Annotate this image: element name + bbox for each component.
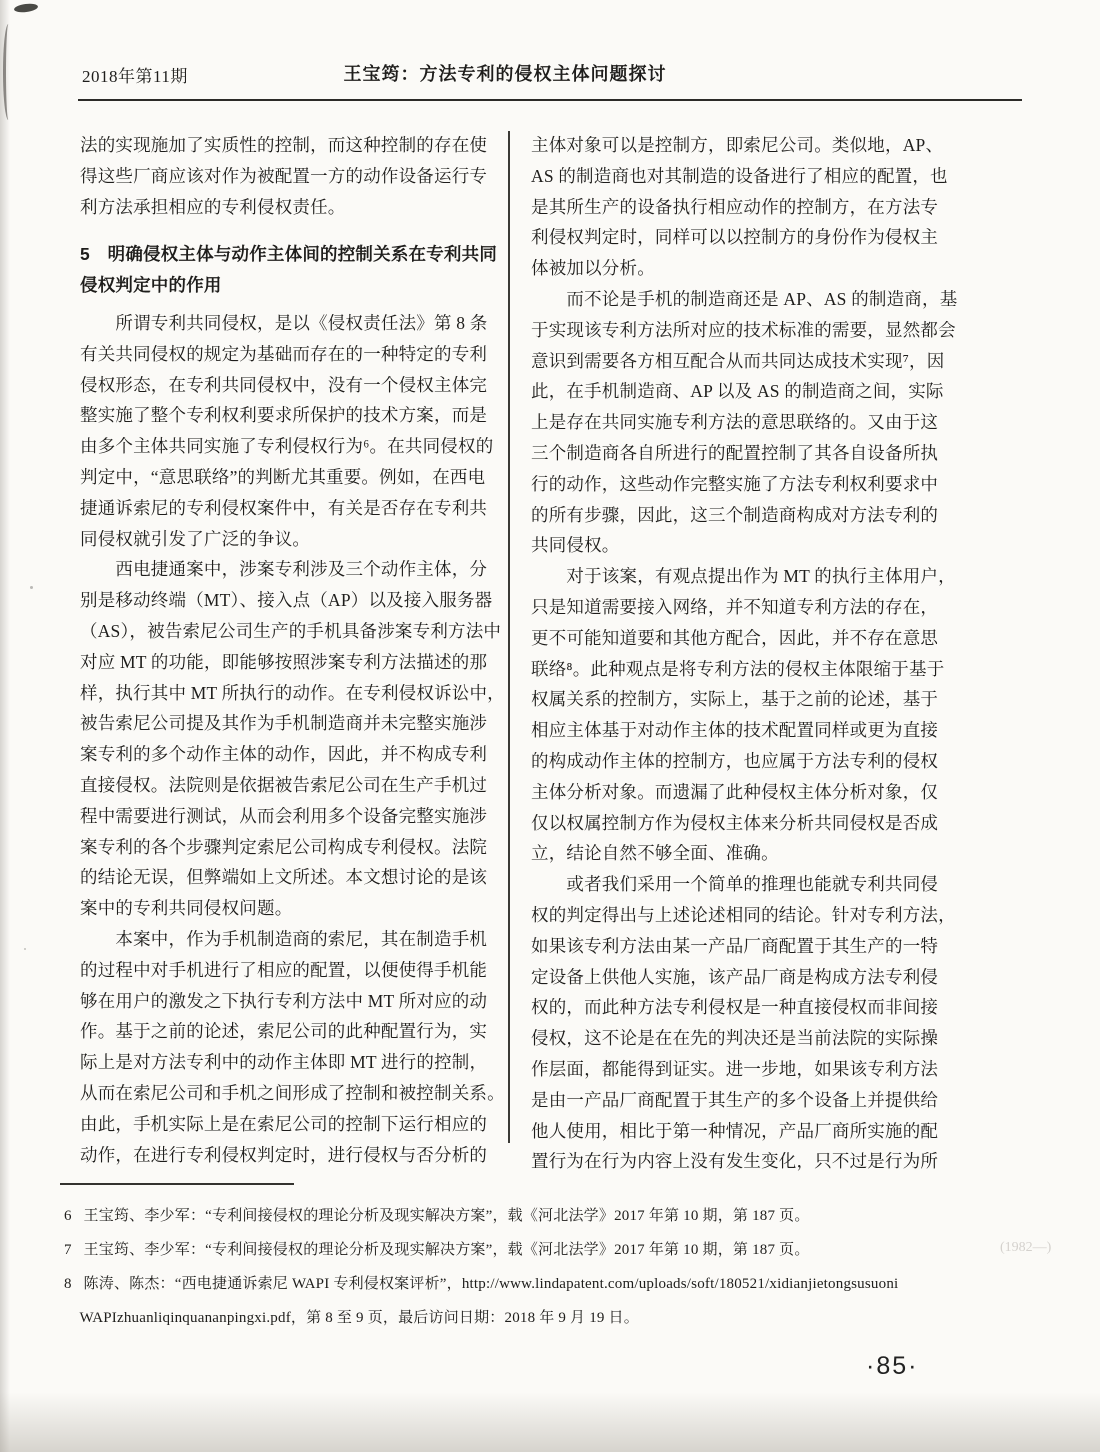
text-line: 对应 MT 的功能，即能够按照涉案专利方法描述的那 [80,651,488,672]
text-line: 本案中，作为手机制造商的索尼，其在制造手机 [80,928,488,949]
text-line: 而不论是手机的制造商还是 AP、AS 的制造商，基 [531,288,958,309]
text-line: 利方法承担相应的专利侵权责任。 [80,196,346,217]
text-line: 只是知道需要接入网络，并不知道专利方法的存在， [531,596,939,617]
text-line: 整实施了整个专利权利要求所保护的技术方案，而是 [80,405,488,426]
text-line: 5 明确侵权主体与动作主体间的控制关系在专利共同 [80,244,498,265]
scan-edge-shadow [0,0,10,1452]
text-line: 于实现该专利方法所对应的技术标准的需要，显然都会 [531,319,956,340]
text-line: 侵权形态，在专利共同侵权中，没有一个侵权主体完 [80,374,488,395]
paragraph [80,924,505,1170]
text-line: 有关共同侵权的规定为基础而存在的一种特定的专利 [80,343,488,364]
scan-speck [30,586,33,589]
text-line: 够在用户的激发之下执行专利方法中 MT 所对应的动 [80,990,488,1011]
text-line: 案专利的各个步骤判定索尼公司构成专利侵权。法院 [80,836,488,857]
paragraph [531,561,956,869]
scan-corner-mark [14,3,39,14]
text-line: 所谓专利共同侵权，是以《侵权责任法》第 8 条 [80,312,488,333]
text-line: 权的，而此种方法专利侵权是一种直接侵权而非间接 [531,997,939,1018]
text-line: 同侵权就引发了广泛的争议。 [80,528,311,549]
running-title-wrap [0,60,1010,86]
text-line: （AS），被告索尼公司生产的手机具备涉案专利方法中 [80,620,502,641]
text-line: WAPIzhuanliqinquananpingxi.pdf，第 8 至 9 页，最后访问日期：2018 年 9 月 19 日。 [64,1310,639,1326]
text-line: 或者我们采用一个简单的推理也能就专利共同侵 [531,874,939,895]
text-line: 侵权判定中的作用 [80,275,222,296]
text-line: 西电捷通案中，涉案专利涉及三个动作主体，分 [80,559,488,580]
paragraph [531,869,956,1177]
text-line: 捷通诉索尼的专利侵权案件中，有关是否存在专利共 [80,497,488,518]
text-line: 利侵权判定时，同样可以以控制方的身份作为侵权主 [531,227,939,248]
text-line: 的结论无误，但弊端如上文所述。本文想讨论的是该 [80,867,488,888]
text-line: 权属关系的控制方，实际上，基于之前的论述，基于 [531,689,939,710]
text-line: 意识到需要各方相互配合从而共同达成技术实现⁷，因 [531,350,945,371]
text-line: 是由一产品厂商配置于其生产的多个设备上并提供给 [531,1089,939,1110]
paragraph [531,284,958,561]
paragraph-intro [80,130,488,222]
text-line: 判定中，“意思联络”的判断尤其重要。例如，在西电 [80,466,486,487]
text-line: 程中需要进行测试，从而会利用多个设备完整实施涉 [80,805,488,826]
text-line: 行的动作，这些动作完整实施了方法专利权利要求中 [531,473,939,494]
text-line: 得这些厂商应该对作为被配置一方的动作设备运行专 [80,165,488,186]
text-line: 联络⁸。此种观点是将专利方法的侵权主体限缩于基于 [531,658,945,679]
text-line: 的过程中对手机进行了相应的配置，以便使得手机能 [80,959,488,980]
text-line: 如果该专利方法由某一产品厂商配置于其生产的一特 [531,935,939,956]
running-title: 王宝筠：方法专利的侵权主体问题探讨 [343,64,667,84]
page-number: ·85· [866,1352,919,1380]
text-line: AS 的制造商也对其制造的设备进行了相应的配置，也 [531,165,948,186]
footnotes [64,1199,1044,1335]
journal-issue: 2018年第11期 [82,67,188,86]
text-line: 对于该案，有观点提出作为 MT 的执行主体用户， [531,566,956,587]
bleed-through-text: (1982—) [1000,1240,1052,1255]
text-line: 从而在索尼公司和手机之间形成了控制和被控制关系。 [80,1082,505,1103]
column-divider [508,131,510,1143]
right-column [531,130,958,1177]
text-line: 6 王宝筠、李少军：“专利间接侵权的理论分析及现实解决方案”，载《河北法学》2017 年第 10 期，第 187 页。 [64,1208,810,1224]
text-line: 作。基于之前的论述，索尼公司的此种配置行为，实 [80,1021,488,1042]
text-line: 三个制造商各自所进行的配置控制了其各自设备所执 [531,442,939,463]
text-line: 直接侵权。法院则是依据被告索尼公司在生产手机过 [80,774,488,795]
text-line: 共同侵权。 [531,535,620,556]
text-line: 更不可能知道要和其他方配合，因此，并不存在意思 [531,627,939,648]
text-line: 由此，手机实际上是在索尼公司的控制下运行相应的 [80,1113,488,1134]
text-line: 上是存在共同实施专利方法的意思联络的。又由于这 [531,412,939,433]
text-line: 主体分析对象。而遗漏了此种侵权主体分析对象，仅 [531,781,939,802]
text-line: 置行为在行为内容上没有发生变化，只不过是行为所 [531,1151,939,1172]
text-line: 此，在手机制造商、AP 以及 AS 的制造商之间，实际 [531,381,944,402]
text-line: 权的判定得出与上述论述相同的结论。针对专利方法， [531,904,956,925]
paragraph [80,554,505,924]
scan-bottom-shadow [0,1392,1100,1452]
text-line: 法的实现施加了实质性的控制，而这种控制的存在使 [80,135,488,155]
header-rule [78,99,1022,101]
text-line: 相应主体基于对动作主体的技术配置同样或更为直接 [531,720,939,741]
text-line: 作层面，都能得到证实。进一步地，如果该专利方法 [531,1058,939,1079]
text-line: 际上是对方法专利中的动作主体即 MT 进行的控制， [80,1052,488,1073]
text-line: 主体对象可以是控制方，即索尼公司。类似地，AP、 [531,135,944,155]
scan-speck [24,948,26,950]
text-line: 由多个主体共同实施了专利侵权行为⁶。在共同侵权的 [80,436,494,457]
text-line: 定设备上供他人实施，该产品厂商是构成方法专利侵 [531,966,939,987]
footnote-rule [60,1183,294,1185]
text-line: 7 王宝筠、李少军：“专利间接侵权的理论分析及现实解决方案”，载《河北法学》2017 年第 10 期，第 187 页。 [64,1242,810,1258]
text-line: 立，结论自然不够全面、准确。 [531,843,779,864]
text-line: 的构成动作主体的控制方，也应属于方法专利的侵权 [531,750,939,771]
left-column [80,130,505,1170]
text-line: 的所有步骤，因此，这三个制造商构成对方法专利的 [531,504,939,525]
text-line: 他人使用，相比于第一种情况，产品厂商所实施的配 [531,1120,939,1141]
text-line: 被告索尼公司提及其作为手机制造商并未完整实施涉 [80,713,488,734]
text-line: 侵权，这不论是在在先的判决还是当前法院的实际操 [531,1028,939,1049]
section-heading [80,239,498,301]
text-line: 仅以权属控制方作为侵权主体来分析共同侵权是否成 [531,812,939,833]
paragraph [80,308,494,554]
text-line: 别是移动终端（MT）、接入点（AP）以及接入服务器 [80,590,493,611]
text-line: 是其所生产的设备执行相应动作的控制方，在方法专 [531,196,939,217]
text-line: 案专利的多个动作主体的动作，因此，并不构成专利 [80,744,488,765]
paragraph [531,130,948,284]
text-line: 8 陈涛、陈杰：“西电捷通诉索尼 WAPI 专利侵权案评析”，http://www.lindapatent.com/uploads/soft/180521/xidianjietongsusuoni [64,1276,899,1292]
text-line: 样，执行其中 MT 所执行的动作。在专利侵权诉讼中， [80,682,505,703]
text-line: 案中的专利共同侵权问题。 [80,898,293,919]
text-line: 体被加以分析。 [531,258,655,279]
text-line: 动作，在进行专利侵权判定时，进行侵权与否分析的 [80,1144,488,1165]
